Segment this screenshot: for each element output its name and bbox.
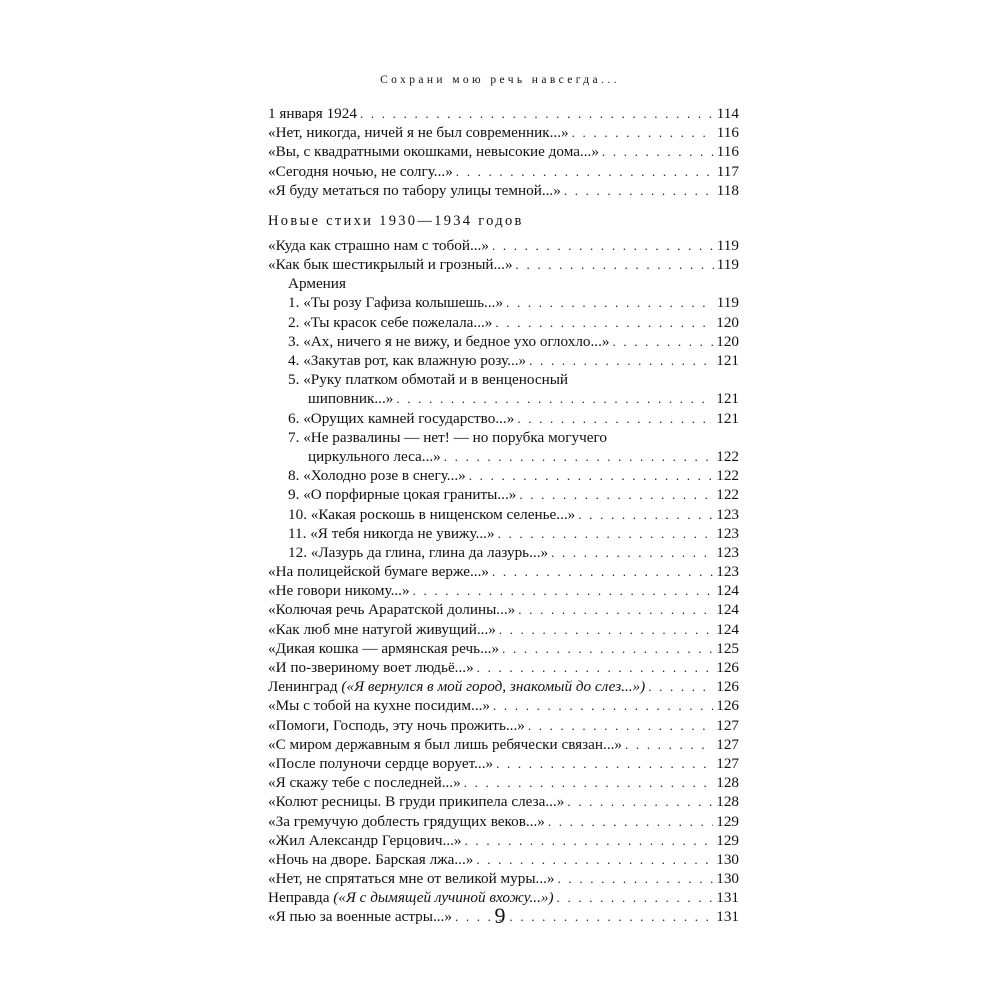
entry-page: 119 (716, 294, 739, 312)
entry-page: 128 (716, 774, 739, 792)
cycle-label: Армения (288, 275, 346, 293)
entry-page: 120 (716, 313, 739, 331)
entry-page: 130 (716, 850, 739, 868)
dot-leader (517, 409, 713, 428)
dot-leader (492, 236, 714, 255)
entry-page: 121 (716, 409, 739, 427)
toc-entry (268, 236, 739, 255)
entry-title-line1: 7. «Не развалины — нет! — но порубка могучего (288, 428, 607, 446)
dot-leader (456, 162, 714, 181)
toc-entry (268, 754, 739, 773)
entry-page: 123 (716, 543, 739, 561)
entry-page: 124 (716, 620, 739, 638)
toc-entry (268, 831, 739, 850)
toc-entry (268, 735, 739, 754)
entry-page: 127 (716, 754, 739, 772)
dot-leader (492, 562, 713, 581)
entry-page: 126 (716, 697, 739, 715)
toc-entry (268, 658, 739, 677)
entry-page: 124 (716, 582, 739, 600)
toc-entry (268, 581, 739, 600)
entry-title: «Не говори никому...» (268, 582, 410, 600)
entry-title: «Колют ресницы. В груди прикипела слеза...» (268, 793, 565, 811)
entry-title-line1: 5. «Руку платком обмотай и в венценосный (288, 371, 569, 389)
toc-entry (268, 869, 739, 888)
toc-entry (268, 677, 739, 696)
section-title: Новые стихи 1930—1934 годов (268, 212, 524, 229)
entry-title: «Мы с тобой на кухне посидим...» (268, 697, 491, 715)
dot-leader (551, 543, 713, 562)
entry-title: «Как бык шестикрылый и грозный...» (268, 256, 513, 274)
entry-title: 10. «Какая роскошь в нищенском селенье...» (288, 505, 576, 523)
entry-page: 123 (716, 563, 739, 581)
entry-subtitle: («Я вернулся в мой город, знакомый до слез...») (341, 678, 646, 696)
dot-leader (499, 620, 713, 639)
dot-leader (465, 831, 714, 850)
toc-entry (268, 255, 739, 274)
dot-leader (360, 104, 714, 123)
dot-leader (519, 485, 713, 504)
entry-title: 1 января 1924 (268, 104, 357, 122)
entry-title: «Я буду метаться по табору улицы темной...» (268, 181, 561, 199)
entry-title: «Жил Александр Герцович...» (268, 831, 462, 849)
entry-page: 126 (716, 678, 739, 696)
dot-leader (493, 696, 713, 715)
entry-page: 118 (716, 181, 739, 199)
entry-title: циркульного леса...» (308, 447, 441, 465)
toc-entry (288, 351, 739, 370)
toc-entry (288, 485, 739, 504)
dot-leader (518, 600, 713, 619)
toc-entry (268, 773, 739, 792)
toc-entry (268, 142, 739, 161)
toc-entry (268, 181, 739, 200)
entry-title: 3. «Ах, ничего я не вижу, и бедное ухо оглохло...» (288, 332, 610, 350)
entry-title: «Помоги, Господь, эту ночь прожить...» (268, 716, 525, 734)
dot-leader (572, 123, 714, 142)
running-header: Сохрани мою речь навсегда... (380, 74, 620, 86)
dot-leader (602, 142, 714, 161)
dot-leader (502, 639, 713, 658)
toc-entry (288, 332, 739, 351)
toc-entry (268, 639, 739, 658)
entry-title: «С миром державным я был лишь ребячески связан...» (268, 735, 623, 753)
toc-entry (288, 313, 739, 332)
toc-entry (288, 524, 739, 543)
dot-leader (529, 351, 713, 370)
entry-page: 119 (716, 236, 739, 254)
dot-leader (476, 850, 713, 869)
entry-subtitle: («Я с дымящей лучиной вхожу...») (333, 889, 554, 907)
entry-title: 11. «Я тебя никогда не увижу...» (288, 524, 495, 542)
dot-leader (477, 658, 714, 677)
dot-leader (444, 447, 713, 466)
dot-leader (528, 716, 713, 735)
entry-page: 122 (716, 467, 739, 485)
toc-entry (288, 466, 739, 485)
entry-title-group (268, 677, 645, 696)
entry-title: «Дикая кошка — армянская речь...» (268, 639, 500, 657)
toc-entry (288, 294, 739, 313)
toc-entry (288, 505, 739, 524)
entry-title: 6. «Орущих камней государство...» (288, 409, 515, 427)
toc-entry (268, 850, 739, 869)
entry-page: 124 (716, 601, 739, 619)
toc-entry (268, 792, 739, 811)
entry-title: «Нет, не спрятаться мне от великой муры...» (268, 870, 555, 888)
entry-page: 131 (716, 908, 739, 926)
dot-leader (496, 754, 713, 773)
toc-entry (268, 562, 739, 581)
toc-entry (288, 409, 739, 428)
entry-title: Ленинград (268, 678, 338, 696)
entry-title: 8. «Холодно розе в снегу...» (288, 467, 466, 485)
entry-title: «Куда как страшно нам с тобой...» (268, 236, 489, 254)
entry-page: 127 (716, 716, 739, 734)
toc-entry (268, 696, 739, 715)
toc-entry (288, 447, 739, 466)
entry-page: 120 (716, 332, 739, 350)
entry-title: 4. «Закутав рот, как влажную розу...» (288, 352, 527, 370)
entry-page: 130 (716, 870, 739, 888)
entry-page: 129 (716, 831, 739, 849)
entry-title: 1. «Ты розу Гафиза колышешь...» (288, 294, 504, 312)
dot-leader (558, 869, 714, 888)
dot-leader (516, 255, 714, 274)
dot-leader (625, 735, 713, 754)
entry-title: «За гремучую доблесть грядущих веков...» (268, 812, 545, 830)
armenia-cycle (268, 274, 739, 562)
entry-title: «Я скажу тебе с последней...» (268, 774, 461, 792)
dot-leader (564, 181, 714, 200)
entry-page: 121 (716, 352, 739, 370)
toc-group-mid (268, 236, 739, 274)
entry-page: 122 (716, 486, 739, 504)
entry-title: шиповник...» (308, 390, 394, 408)
entry-title: «Ночь на дворе. Барская лжа...» (268, 850, 474, 868)
dot-leader (495, 313, 713, 332)
entry-title: «Колючая речь Араратской долины...» (268, 601, 516, 619)
dot-leader (413, 581, 714, 600)
entry-page: 116 (716, 124, 739, 142)
dot-leader (648, 677, 713, 696)
entry-title: «Нет, никогда, ничей я не был современник...» (268, 124, 569, 142)
dot-leader (578, 505, 713, 524)
entry-title: «Как люб мне натугой живущий...» (268, 620, 496, 638)
toc-group-top (268, 104, 739, 200)
entry-title: 12. «Лазурь да глина, глина да лазурь...» (288, 543, 549, 561)
entry-page: 122 (716, 447, 739, 465)
entry-page: 123 (716, 524, 739, 542)
dot-leader (469, 466, 713, 485)
entry-page: 119 (716, 256, 739, 274)
dot-leader (498, 524, 714, 543)
entry-page: 123 (716, 505, 739, 523)
toc-entry (268, 620, 739, 639)
entry-page: 117 (716, 162, 739, 180)
entry-page: 114 (716, 104, 739, 122)
toc-entry (268, 601, 739, 620)
toc-entry (268, 123, 739, 142)
dot-leader (548, 812, 713, 831)
entry-title: «Сегодня ночью, не солгу...» (268, 162, 453, 180)
entry-page: 121 (716, 390, 739, 408)
entry-title: «Я пью за военные астры...» (268, 908, 452, 926)
entry-page: 126 (716, 659, 739, 677)
entry-title: 2. «Ты красок себе пожелала...» (288, 313, 493, 331)
toc-entry (268, 812, 739, 831)
toc-entry (268, 716, 739, 735)
entry-title: Неправда (268, 889, 330, 907)
dot-leader (567, 792, 713, 811)
entry-title: «На полицейской бумаге верже...» (268, 563, 489, 581)
toc-entry (288, 543, 739, 562)
entry-page: 129 (716, 812, 739, 830)
entry-page: 116 (716, 143, 739, 161)
entry-title: «Вы, с квадратными окошками, невысокие дома...» (268, 143, 599, 161)
dot-leader (612, 332, 713, 351)
toc-entry (268, 162, 739, 181)
dot-leader (506, 293, 714, 312)
page-number: 9 (494, 903, 506, 928)
entry-page: 131 (716, 889, 739, 907)
entry-page: 125 (716, 639, 739, 657)
entry-page: 127 (716, 735, 739, 753)
dot-leader (396, 389, 713, 408)
entry-page: 128 (716, 793, 739, 811)
entry-title: «После полуночи сердце ворует...» (268, 754, 494, 772)
toc-group-bottom (268, 562, 739, 927)
entry-title: «И по-звериному воет людьё...» (268, 659, 474, 677)
entry-title: 9. «О порфирные цокая граниты...» (288, 486, 517, 504)
toc-entry (268, 104, 739, 123)
toc-entry (288, 389, 739, 408)
dot-leader (464, 773, 714, 792)
table-of-contents (268, 104, 739, 927)
